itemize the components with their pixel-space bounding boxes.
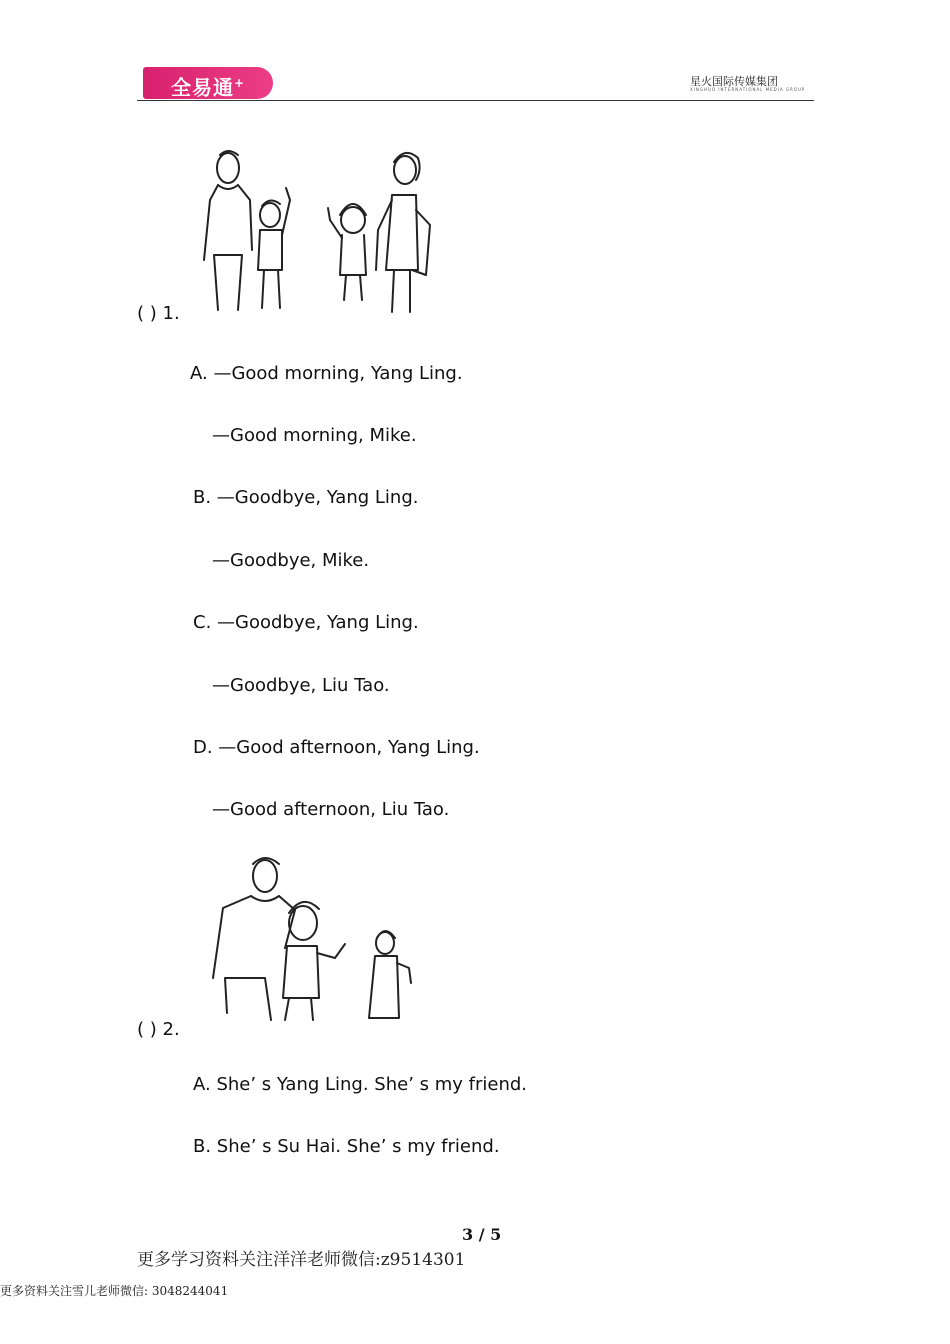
brand-subtitle: XINGHUO INTERNATIONAL MEDIA GROUP — [690, 87, 806, 92]
q2-option-b: B. She’ s Su Hai. She’ s my friend. — [193, 1136, 500, 1157]
question-2-number: ( ) 2. — [137, 1019, 180, 1040]
q1-option-b-line1: B. —Goodbye, Yang Ling. — [193, 487, 419, 508]
footer-note: 更多学习资料关注洋洋老师微信:z9514301 — [137, 1250, 466, 1270]
q1-option-a-line2: —Good morning, Mike. — [212, 425, 417, 446]
q2-option-a: A. She’ s Yang Ling. She’ s my friend. — [193, 1074, 528, 1095]
header-divider — [137, 100, 814, 101]
brand-logo — [143, 67, 273, 99]
logo-plus: + — [233, 76, 246, 90]
logo-text: 全易通 — [170, 75, 234, 100]
question-2-picture — [205, 848, 425, 1028]
q1-option-c-line1: C. —Goodbye, Yang Ling. — [193, 612, 419, 633]
brand-name: 星火国际传媒集团 — [690, 75, 778, 88]
q1-option-a-line1: A. —Good morning, Yang Ling. — [190, 363, 463, 384]
q1-option-d-line1: D. —Good afternoon, Yang Ling. — [193, 737, 480, 758]
boy-pointing-icon — [205, 848, 425, 1028]
q1-option-d-line2: —Good afternoon, Liu Tao. — [212, 799, 450, 820]
people-greeting-icon — [190, 140, 445, 315]
corner-note: 更多资料关注雪儿老师微信: 3048244041 — [0, 1284, 229, 1298]
question-1-number: ( ) 1. — [137, 303, 180, 324]
question-1-picture — [190, 140, 445, 315]
page-number: 3 / 5 — [462, 1225, 502, 1244]
q1-option-c-line2: —Goodbye, Liu Tao. — [212, 675, 390, 696]
q1-option-b-line2: —Goodbye, Mike. — [212, 550, 370, 571]
